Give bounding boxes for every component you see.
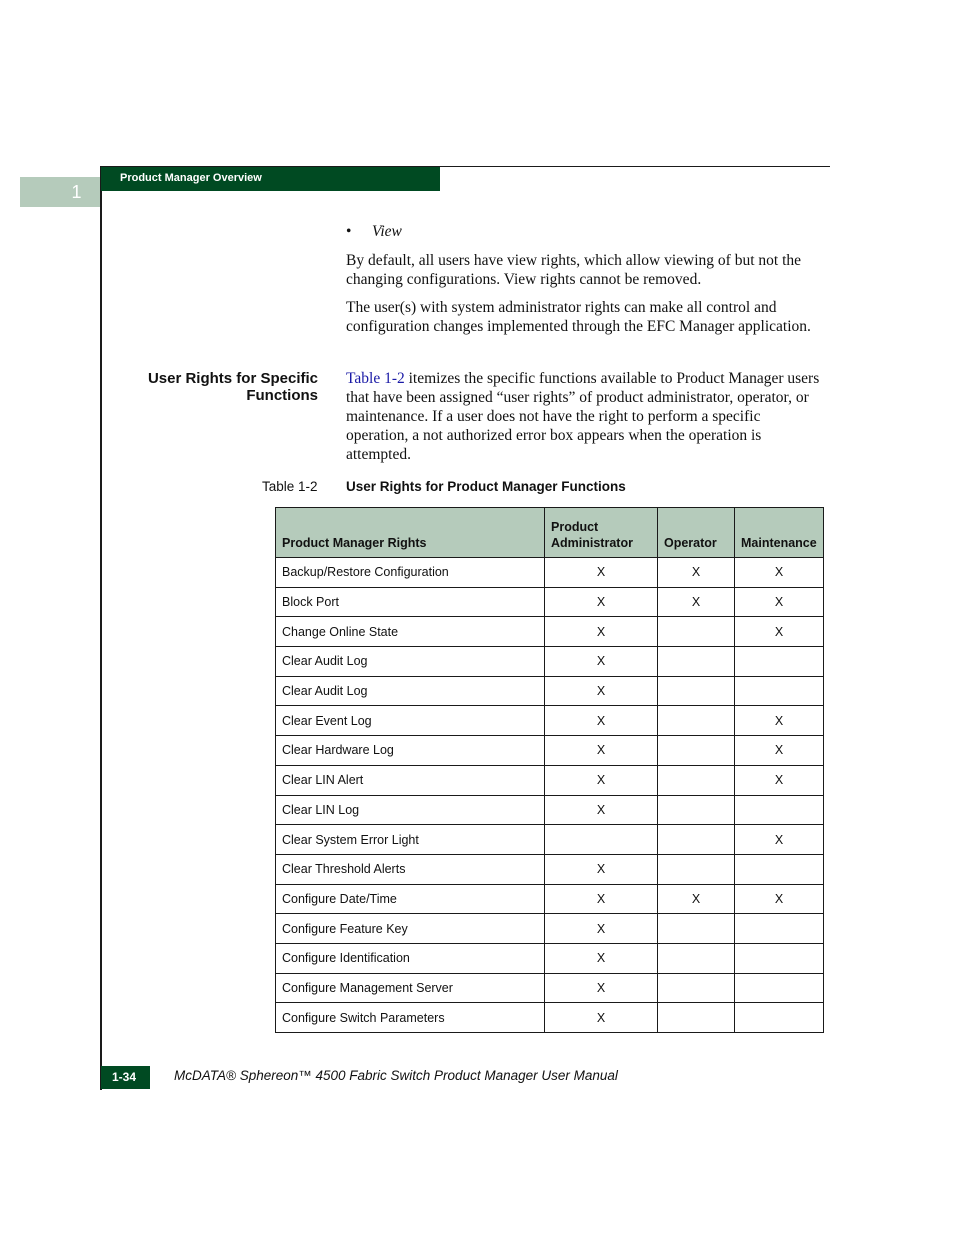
- table-row: [276, 1003, 824, 1033]
- header-admin-line2: Administrator: [551, 536, 633, 550]
- header-admin: [545, 508, 658, 558]
- table-caption-title: User Rights for Product Manager Functions: [346, 479, 626, 494]
- running-header: Product Manager Overview: [101, 167, 440, 191]
- cell-admin: X: [545, 558, 658, 588]
- cell-maintenance: [735, 647, 824, 677]
- table-row: [276, 587, 824, 617]
- cell-maintenance: X: [735, 617, 824, 647]
- cell-right-name: Backup/Restore Configuration: [276, 558, 545, 588]
- cell-admin: X: [545, 706, 658, 736]
- cell-right-name: Configure Management Server: [276, 973, 545, 1003]
- table-row: [276, 706, 824, 736]
- cell-admin: X: [545, 943, 658, 973]
- table-row: [276, 765, 824, 795]
- cell-admin: X: [545, 617, 658, 647]
- cell-admin: X: [545, 973, 658, 1003]
- cell-admin: X: [545, 647, 658, 677]
- table-row: [276, 617, 824, 647]
- cell-maintenance: [735, 854, 824, 884]
- cell-maintenance: [735, 943, 824, 973]
- cell-operator: [658, 706, 735, 736]
- cell-maintenance: [735, 676, 824, 706]
- table-row: [276, 854, 824, 884]
- cell-admin: X: [545, 587, 658, 617]
- header-operator: Operator: [658, 508, 735, 558]
- header-maintenance: Maintenance: [735, 508, 824, 558]
- cell-maintenance: [735, 795, 824, 825]
- table-caption: [262, 479, 626, 494]
- cell-operator: [658, 647, 735, 677]
- cell-operator: [658, 736, 735, 766]
- cell-maintenance: X: [735, 765, 824, 795]
- cell-operator: [658, 617, 735, 647]
- table-row: [276, 884, 824, 914]
- cell-maintenance: X: [735, 706, 824, 736]
- table-row: [276, 914, 824, 944]
- table-row: [276, 676, 824, 706]
- footer-title: McDATA® Sphereon™ 4500 Fabric Switch Product Manager User Manual: [174, 1068, 618, 1083]
- cell-admin: X: [545, 884, 658, 914]
- table-row: [276, 647, 824, 677]
- table-row: [276, 795, 824, 825]
- specific-functions-text: itemizes the specific functions available to Product Manager users that have been assigned “user rights” of product administrator, operator, or maintenance. If a user does not have the right to perform a specific operation, a not authorized error box appears when the operation is attempted.: [346, 370, 820, 463]
- cell-operator: [658, 1003, 735, 1033]
- cell-right-name: Clear System Error Light: [276, 825, 545, 855]
- cell-operator: [658, 973, 735, 1003]
- cell-maintenance: X: [735, 884, 824, 914]
- table-header-row: [276, 508, 824, 558]
- cell-right-name: Clear Threshold Alerts: [276, 854, 545, 884]
- view-rights-paragraph: By default, all users have view rights, which allow viewing of but not the changing configurations. View rights cannot be removed.: [346, 252, 802, 288]
- cell-operator: [658, 676, 735, 706]
- chapter-number: 1: [71, 182, 82, 202]
- cell-maintenance: [735, 1003, 824, 1033]
- cell-operator: X: [658, 587, 735, 617]
- cell-right-name: Clear Audit Log: [276, 647, 545, 677]
- cell-maintenance: [735, 973, 824, 1003]
- table-row: [276, 973, 824, 1003]
- header-admin-line1: Product: [551, 520, 599, 534]
- cell-right-name: Clear Audit Log: [276, 676, 545, 706]
- cell-admin: X: [545, 765, 658, 795]
- table-caption-number: Table 1-2: [262, 479, 318, 494]
- left-margin-rule: [100, 166, 102, 1090]
- cell-operator: [658, 854, 735, 884]
- cell-maintenance: X: [735, 825, 824, 855]
- cell-right-name: Change Online State: [276, 617, 545, 647]
- admin-rights-paragraph: The user(s) with system administrator rights can make all control and configuration changes implemented through the EFC Manager application.: [346, 299, 811, 335]
- table-row: [276, 736, 824, 766]
- cell-operator: [658, 943, 735, 973]
- cell-admin: X: [545, 854, 658, 884]
- bullet-item: [346, 223, 402, 241]
- bullet-text: View: [372, 223, 402, 240]
- cell-admin: X: [545, 736, 658, 766]
- cell-maintenance: X: [735, 587, 824, 617]
- cell-operator: X: [658, 558, 735, 588]
- cell-operator: [658, 825, 735, 855]
- cell-maintenance: [735, 914, 824, 944]
- table-row: [276, 943, 824, 973]
- table-reference-link[interactable]: Table 1-2: [346, 370, 405, 387]
- table-row: [276, 825, 824, 855]
- table-row: [276, 558, 824, 588]
- user-rights-table: [275, 507, 824, 1033]
- header-rights: Product Manager Rights: [276, 508, 545, 558]
- cell-right-name: Configure Feature Key: [276, 914, 545, 944]
- specific-functions-paragraph: [346, 369, 824, 464]
- cell-admin: X: [545, 676, 658, 706]
- cell-admin: X: [545, 795, 658, 825]
- cell-right-name: Clear Hardware Log: [276, 736, 545, 766]
- cell-admin: X: [545, 914, 658, 944]
- cell-admin: X: [545, 1003, 658, 1033]
- cell-right-name: Clear Event Log: [276, 706, 545, 736]
- cell-maintenance: X: [735, 558, 824, 588]
- cell-operator: [658, 795, 735, 825]
- bullet-symbol: •: [346, 223, 352, 240]
- cell-right-name: Block Port: [276, 587, 545, 617]
- section-heading-line1: User Rights for Specific: [147, 370, 318, 387]
- section-heading: [130, 370, 318, 404]
- section-heading-line2: Functions: [246, 387, 318, 404]
- cell-right-name: Configure Switch Parameters: [276, 1003, 545, 1033]
- cell-operator: [658, 914, 735, 944]
- cell-admin: [545, 825, 658, 855]
- chapter-tab: [20, 177, 101, 207]
- cell-operator: [658, 765, 735, 795]
- cell-right-name: Clear LIN Log: [276, 795, 545, 825]
- cell-right-name: Configure Date/Time: [276, 884, 545, 914]
- cell-right-name: Clear LIN Alert: [276, 765, 545, 795]
- cell-operator: X: [658, 884, 735, 914]
- cell-maintenance: X: [735, 736, 824, 766]
- cell-right-name: Configure Identification: [276, 943, 545, 973]
- page-number: 1-34: [101, 1066, 150, 1089]
